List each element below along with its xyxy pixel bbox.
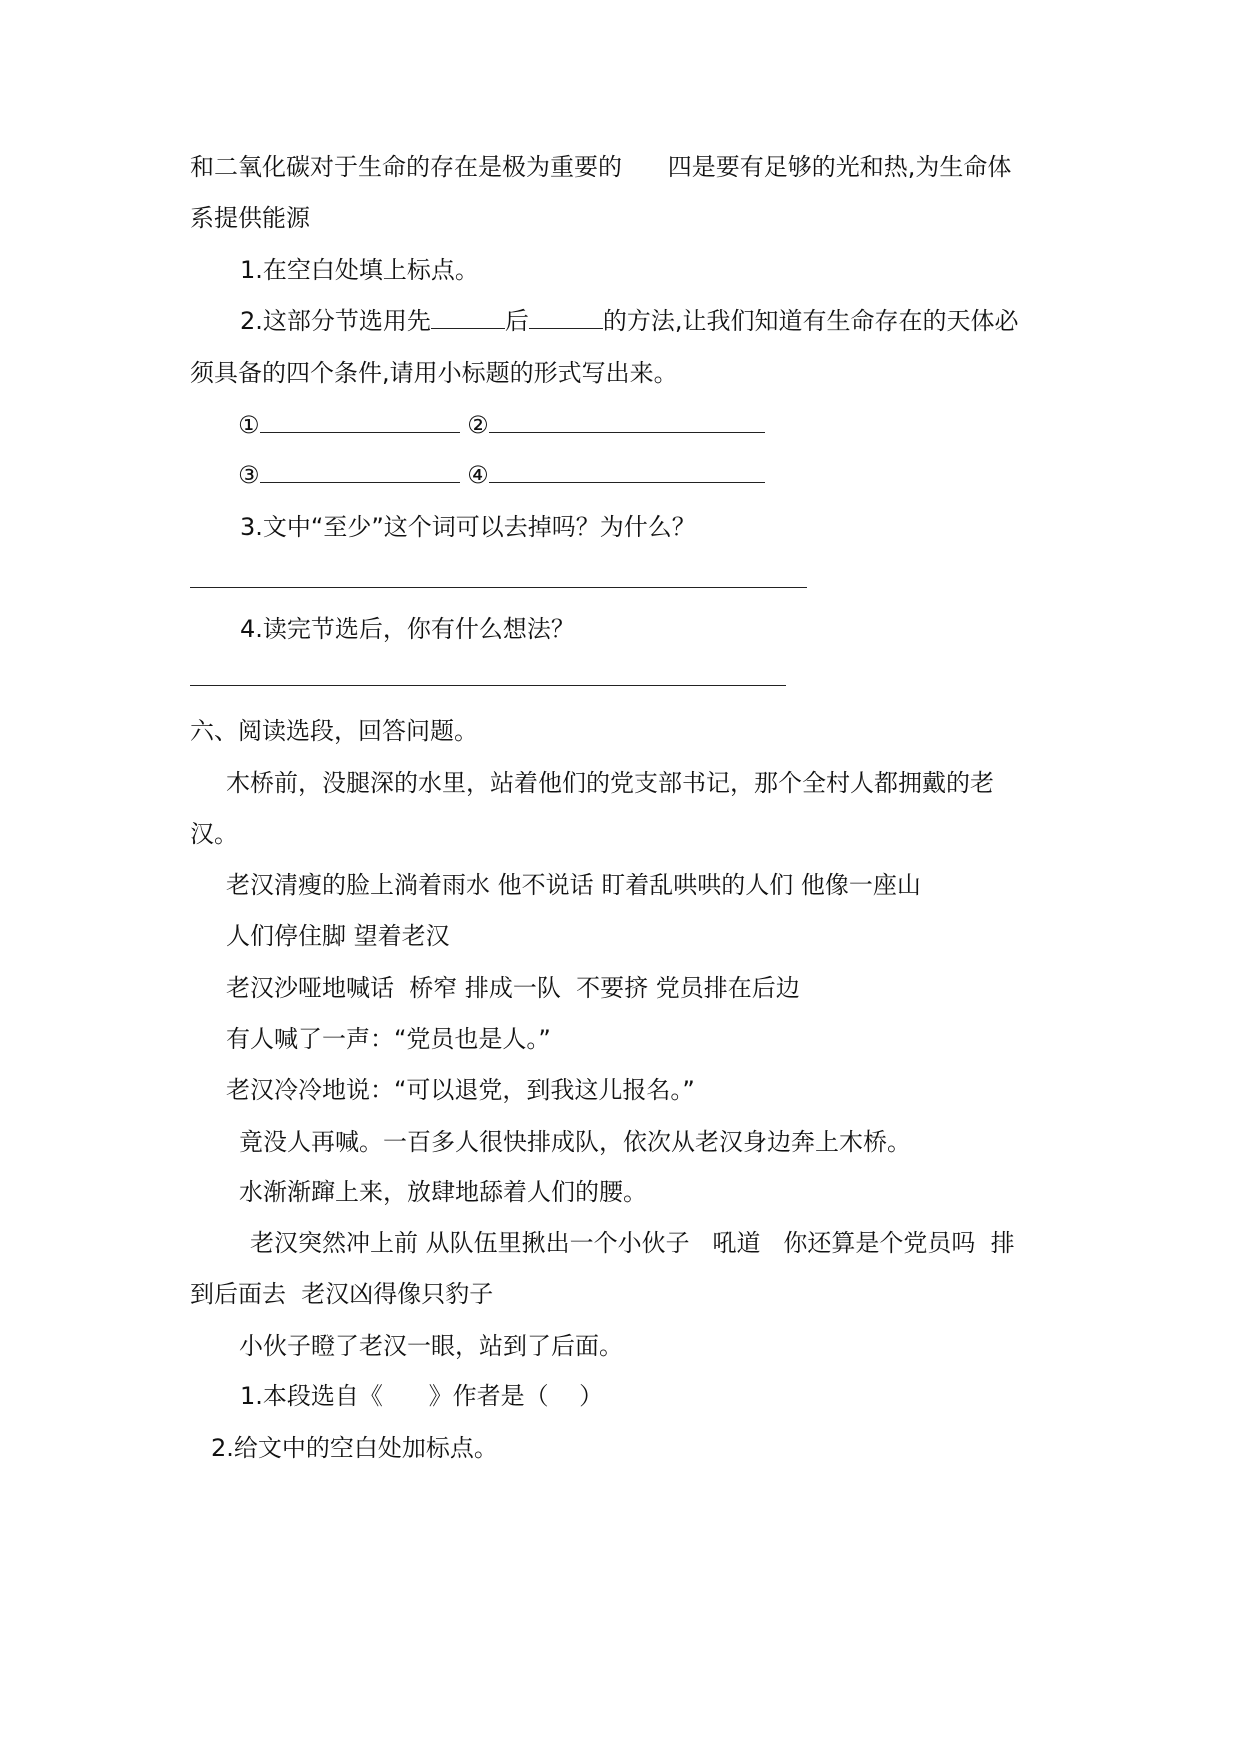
paragraph: 木桥前，没腿深的水里，站着他们的党支部书记，那个全村人都拥戴的老 [226, 769, 994, 797]
paragraph: 老汉突然冲上前 从队伍里揪出一个小伙子 吼道 你还算是个党员吗 排 [250, 1229, 1015, 1257]
paragraph: 老汉冷冷地说：“可以退党，到我这儿报名。” [226, 1076, 695, 1104]
question-1: 1.在空白处填上标点。 [240, 256, 479, 284]
paragraph: 人们停住脚 望着老汉 [226, 922, 450, 950]
answer-blank[interactable] [260, 410, 460, 433]
paragraph: 汉。 [190, 820, 238, 848]
answer-blank[interactable] [489, 460, 765, 483]
circled-4: ④ [467, 461, 489, 489]
paragraph: 到后面去 老汉凶得像只豹子 [190, 1280, 494, 1308]
section-heading: 六、阅读选段，回答问题。 [190, 717, 478, 745]
answer-row-1 [238, 410, 765, 440]
paragraph: 竟没人再喊。一百多人很快排成队，依次从老汉身边奔上木桥。 [239, 1128, 911, 1156]
question-text: 后 [504, 307, 529, 335]
question-4: 4.读完节选后，你有什么想法？ [240, 615, 575, 643]
answer-line[interactable] [190, 685, 786, 686]
paragraph: 有人喊了一声：“党员也是人。” [226, 1025, 551, 1053]
circled-3: ③ [238, 461, 260, 489]
answer-blank[interactable] [431, 306, 505, 329]
question-text: 的方法,让我们知道有生命存在的天体必 [602, 307, 1019, 335]
question-text: 2.这部分节选用先 [240, 307, 431, 335]
question-1: 1.本段选自《 》作者是（ ） [240, 1382, 604, 1410]
circled-2: ② [467, 411, 489, 439]
passage-line: 和二氧化碳对于生命的存在是极为重要的 四是要有足够的光和热,为生命体 [190, 153, 1012, 181]
paragraph: 小伙子瞪了老汉一眼，站到了后面。 [239, 1332, 623, 1360]
paragraph: 老汉清瘦的脸上淌着雨水 他不说话 盯着乱哄哄的人们 他像一座山 [226, 871, 921, 899]
answer-blank[interactable] [489, 410, 765, 433]
answer-line[interactable] [190, 587, 807, 588]
paragraph: 老汉沙哑地喊话 桥窄 排成一队 不要挤 党员排在后边 [226, 974, 800, 1002]
answer-blank[interactable] [260, 460, 460, 483]
question-3: 3.文中“至少”这个词可以去掉吗？为什么？ [240, 513, 696, 541]
answer-row-2 [238, 460, 765, 490]
question-2 [240, 306, 1019, 336]
circled-1: ① [238, 411, 260, 439]
paragraph: 水渐渐蹿上来，放肆地舔着人们的腰。 [239, 1178, 647, 1206]
passage-line: 系提供能源 [190, 204, 310, 232]
answer-blank[interactable] [529, 306, 603, 329]
question-2-line2: 须具备的四个条件,请用小标题的形式写出来。 [190, 359, 678, 387]
question-2: 2.给文中的空白处加标点。 [211, 1434, 498, 1462]
